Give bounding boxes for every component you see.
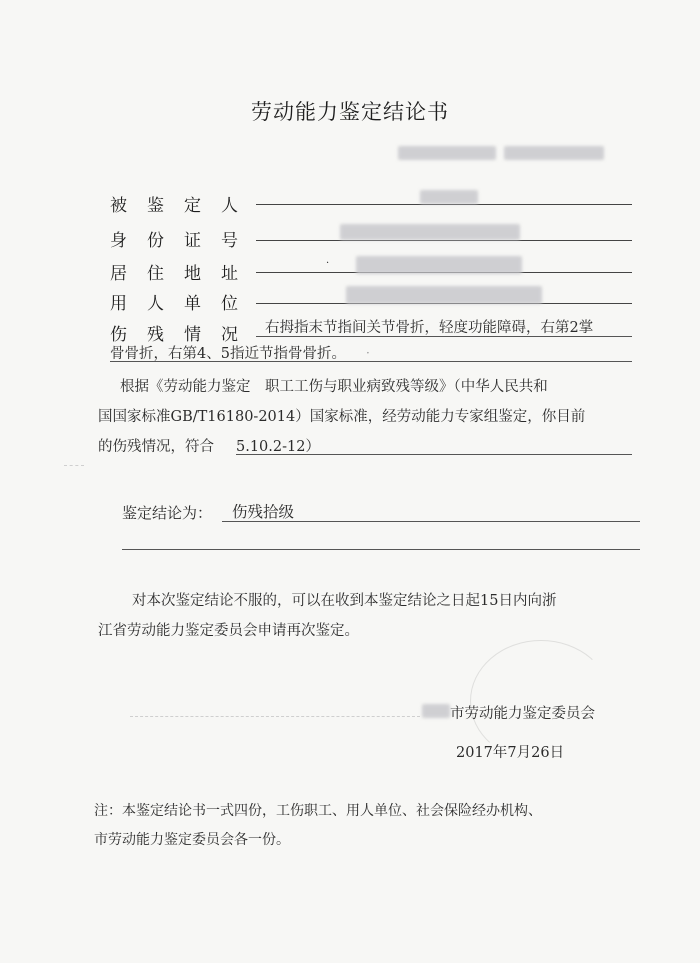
redacted-id-number — [340, 224, 520, 240]
redacted-city-name — [422, 704, 450, 718]
redacted-document-number-suffix — [504, 146, 604, 160]
conclusion-underline-1 — [222, 521, 640, 522]
ink-mark: · — [366, 346, 370, 360]
note-line-2: 市劳动能力鉴定委员会各一份。 — [94, 832, 290, 848]
faint-trace-line — [130, 716, 420, 717]
field-label-injury: 伤残情况 — [110, 325, 238, 345]
field-label-address: 居住地址 — [110, 264, 238, 284]
faint-rule — [64, 465, 84, 466]
conclusion-label: 鉴定结论为： — [122, 504, 213, 522]
field-line-appraised-person — [256, 204, 632, 205]
injury-description-line-2: 骨骨折，右第4、5指近节指骨骨折。 — [110, 346, 346, 362]
appeal-line-1: 对本次鉴定结论不服的，可以在收到本鉴定结论之日起15日内向浙 — [132, 593, 557, 609]
conclusion-underline-2 — [122, 549, 640, 550]
redacted-document-number — [398, 146, 496, 160]
redacted-name — [420, 190, 478, 204]
field-label-id-number: 身份证号 — [110, 231, 238, 251]
address-dot: · — [326, 258, 330, 269]
basis-line-2: 国国家标准GB/T16180-2014）国家标准，经劳动能力专家组鉴定，你目前 — [98, 409, 586, 425]
document-title: 劳动能力鉴定结论书 — [251, 100, 449, 124]
clause-underline — [236, 454, 632, 455]
field-label-appraised-person: 被鉴定人 — [110, 196, 238, 216]
standard-clause: 5.10.2-12） — [236, 439, 320, 455]
field-label-employer: 用人单位 — [110, 294, 238, 314]
field-line-id-number — [256, 240, 632, 241]
basis-line-3-prefix: 的伤残情况，符合 — [98, 439, 214, 455]
signature-date: 2017年7月26日 — [456, 745, 565, 761]
note-line-1: 注：本鉴定结论书一式四份，工伤职工、用人单位、社会保险经办机构、 — [94, 803, 542, 819]
appeal-line-2: 江省劳动能力鉴定委员会申请再次鉴定。 — [98, 623, 359, 639]
conclusion-value: 伤残拾级 — [232, 503, 295, 521]
basis-line-1: 根据《劳动能力鉴定 职工工伤与职业病致残等级》（中华人民共和 — [120, 379, 548, 395]
injury-underline-2 — [110, 361, 632, 362]
committee-name: 市劳动能力鉴定委员会 — [450, 706, 595, 722]
injury-description-line-1: 右拇指末节指间关节骨折，轻度功能障碍，右第2掌 — [265, 320, 594, 336]
redacted-employer — [346, 286, 542, 304]
injury-underline-1 — [256, 336, 632, 337]
redacted-address — [356, 256, 522, 274]
